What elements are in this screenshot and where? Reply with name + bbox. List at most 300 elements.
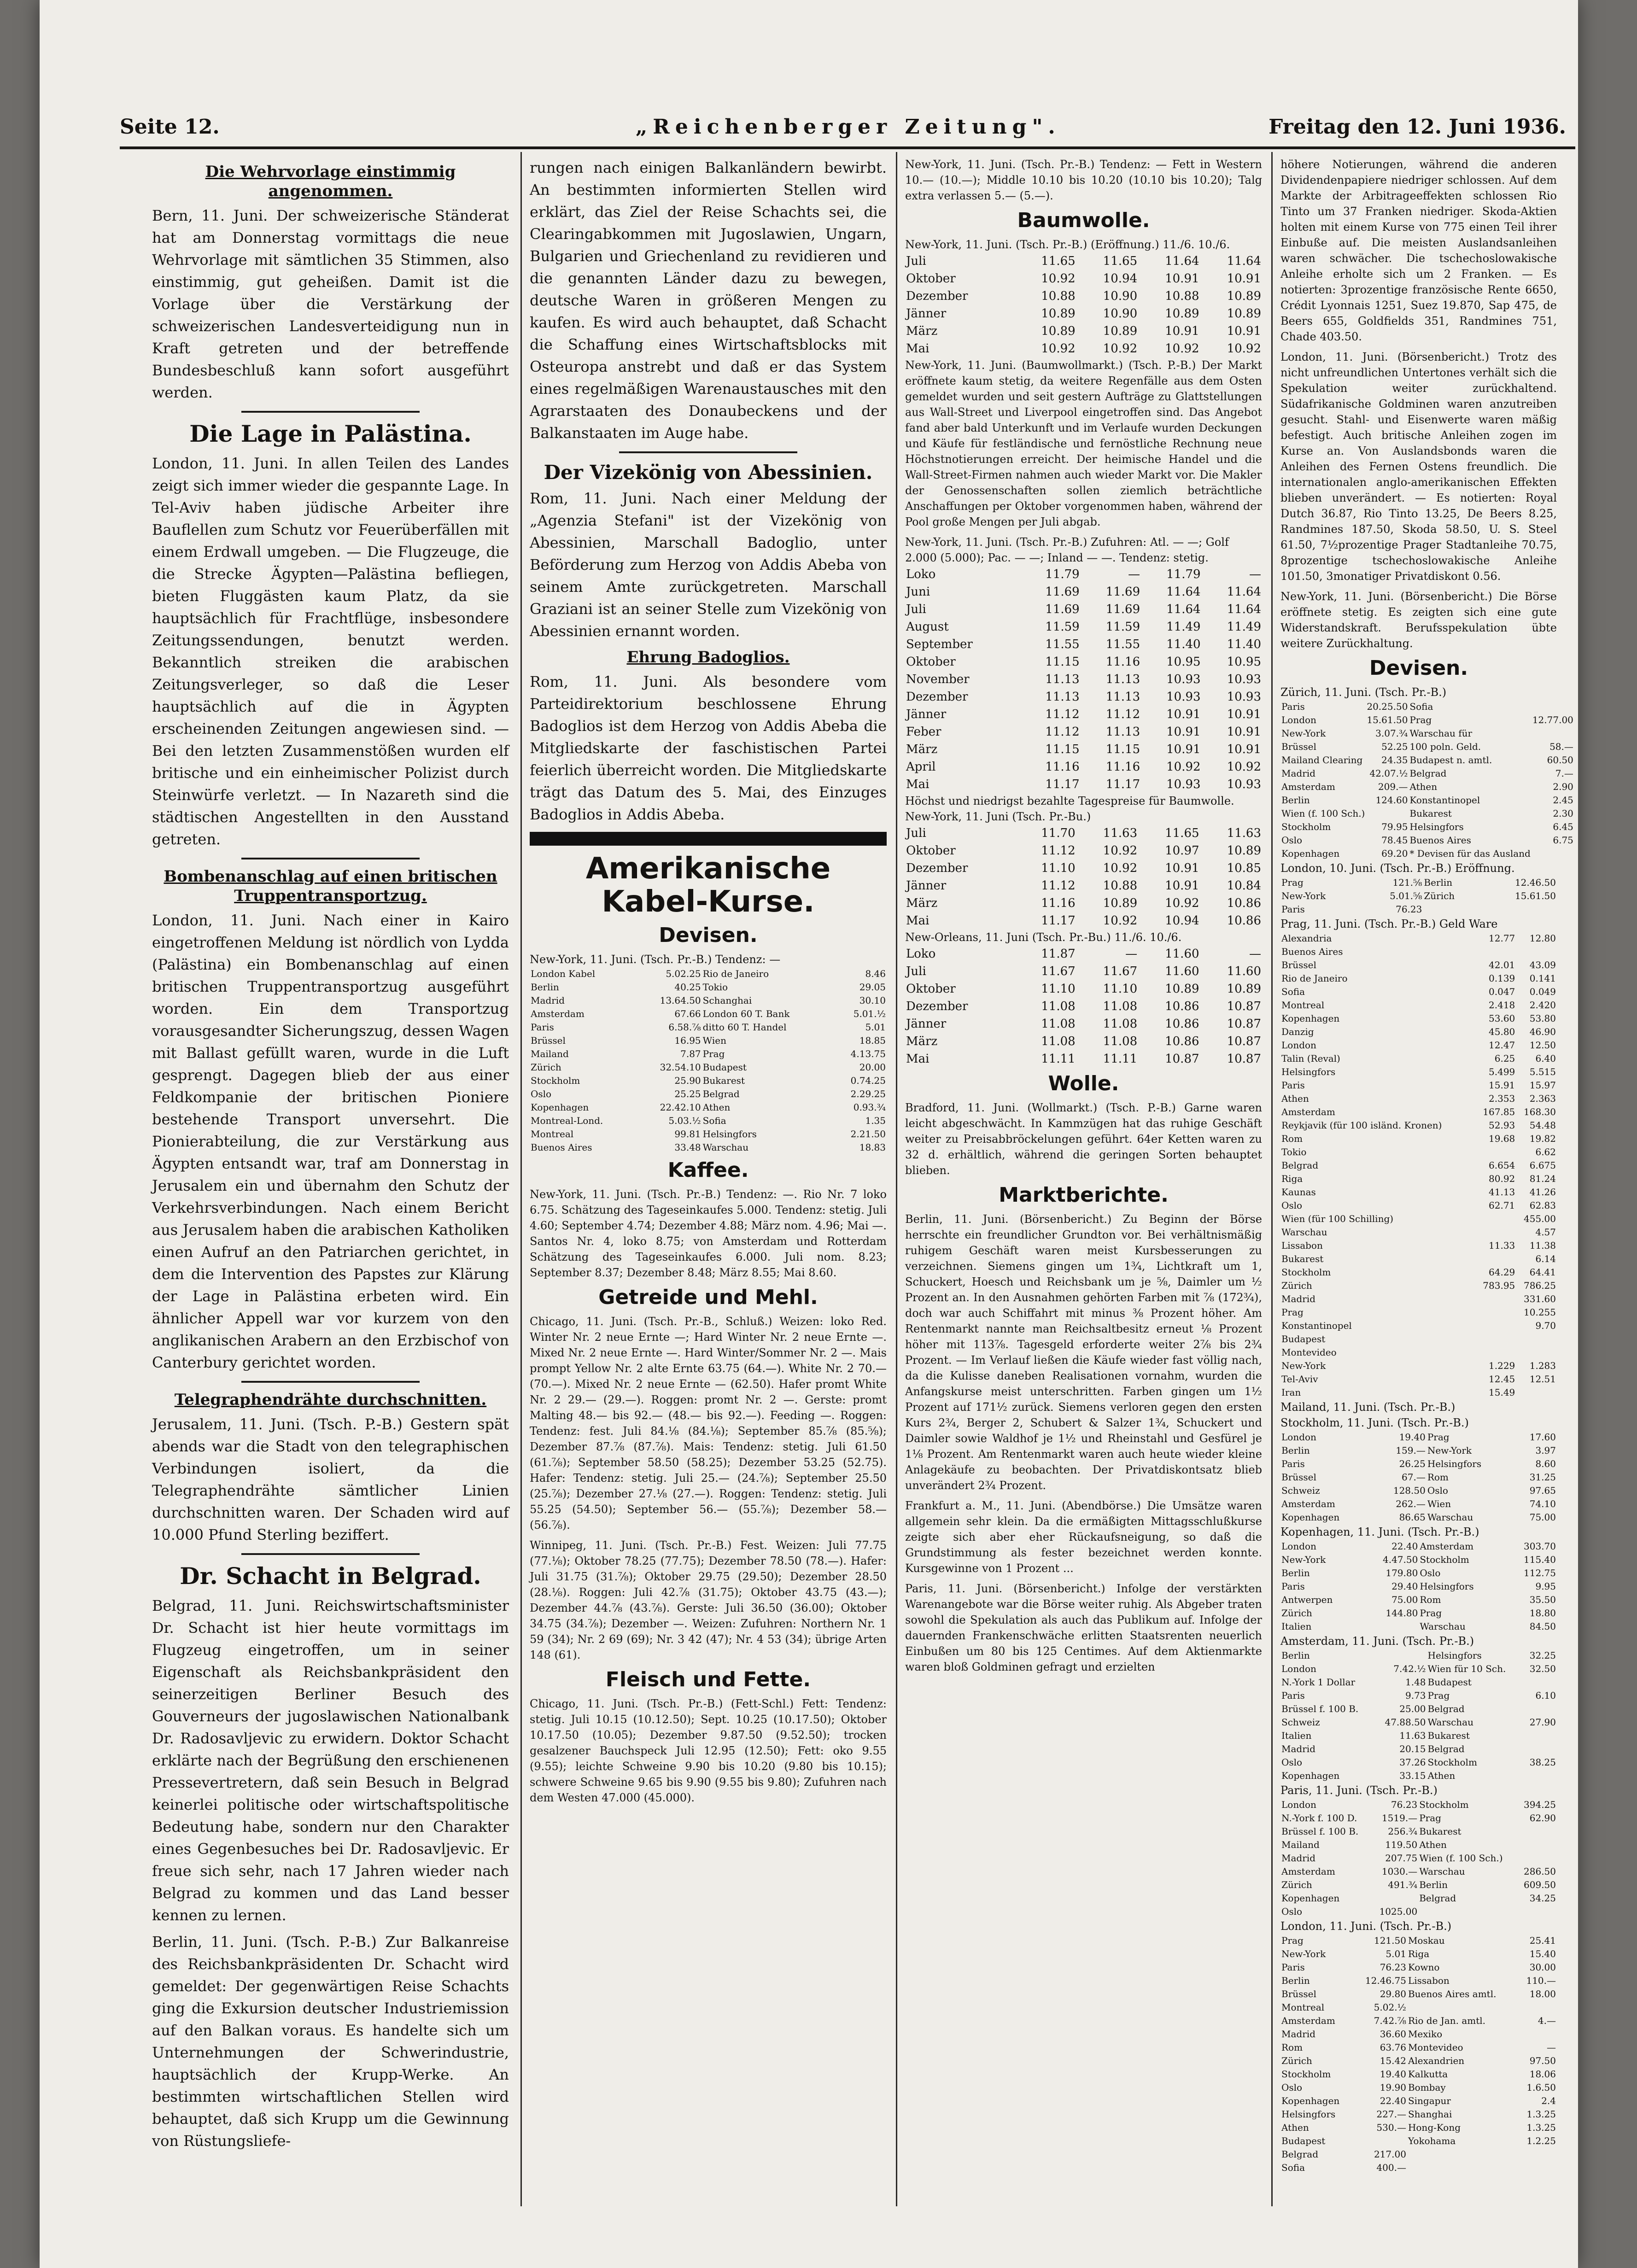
table-row [1280,1052,1557,1065]
table-cell: Zürich [1281,1879,1312,1890]
section-kaffee: Kaffee. [667,1158,749,1182]
table-cell: 10.91 [1165,861,1199,875]
table-cell: 10.94 [1103,272,1138,286]
table-cell [1523,1742,1557,1756]
table-cell: 5.02.25 [666,968,701,979]
table-cell: 10.88 [1041,289,1076,303]
table-row [1280,2001,1557,2014]
table-row [1280,1457,1557,1471]
table-cell: 81.24 [1529,1173,1556,1184]
table-cell: Dezember [906,1000,968,1013]
table-cell: 11.12 [1105,707,1140,721]
table-cell: Warschau [1420,1621,1466,1632]
table-cell: 11.08 [1041,1017,1076,1031]
table-cell: 2.363 [1529,1093,1556,1104]
stockholm-table [1280,1431,1557,1524]
table-cell: Stockholm [531,1075,580,1086]
table-cell: 1.35 [865,1115,886,1126]
table-cell: 19.90 [1380,2082,1406,2093]
table-cell: Paris [1281,1581,1305,1592]
table-cell: 10.87 [1227,1017,1261,1031]
table-cell: 30.00 [1529,1962,1556,1973]
table-cell: 12.51 [1529,1374,1556,1385]
table-cell: 10.89 [1165,307,1199,321]
article-london-boerse: London, 11. Juni. (Börsenbericht.) Trotz des nicht unfreundlichen Untertones verhält sich die Spekulation weiter zurückhaltend. Südafrikanische Goldminen waren anzutreiben gesucht. Stahl- und Eisenwerte waren mäßig befestigt. Auch britische Anleihen zogen im Kurse an. Von Auslandsbonds waren die Anleihen des Fernen Ostens freundlich. Die internationalen anglo-amerikanischen Effekten blieben unverändert. — Es notierten: Royal Dutch 36.87, Rio Tinto 13.25, De Beers 8.25, Randmines 187.50, Skoda 58.50, U. S. Steel 61.50, 7½prozentige Prager Stadtanleihe 70.75, 8prozentige tschechoslowakische Anleihe 101.50, 3monatiger Privatdiskont 0.56. [1280,351,1557,583]
table-cell: Oslo [1281,835,1303,846]
table-cell: 10.91 [1165,879,1199,893]
table-cell: 38.25 [1529,1757,1556,1768]
table-row [1280,1798,1557,1812]
table-cell: Bukarest [1427,1730,1470,1741]
zurich-table [1280,700,1574,860]
table-cell: Paris [531,1022,554,1033]
table-cell [1523,1769,1557,1783]
table-cell: Belgrad [1419,1893,1456,1904]
table-cell: 11.17 [1045,777,1080,791]
table-cell: Wien (f. 100 Sch.) [1281,808,1365,819]
table-cell: 75.00 [1529,1512,1556,1523]
table-cell: 207.75 [1385,1853,1418,1864]
table-cell [1372,1892,1419,1905]
table-cell: Berlin [1419,1879,1448,1890]
table-cell: 262.— [1396,1498,1426,1509]
table-cell: 10.91 [1166,725,1201,739]
table-cell: 6.58.⅞ [668,1022,701,1033]
table-cell: April [906,760,936,774]
divider [619,451,798,453]
table-cell [1362,1620,1419,1633]
table-cell: 167.85 [1483,1106,1515,1117]
table-cell: 11.69 [1105,585,1140,599]
table-cell: 179.80 [1386,1567,1418,1578]
amsterdam-head: Amsterdam, 11. Juni. (Tsch. Pr.-B.) [1280,1635,1474,1648]
table-cell: 10.91 [1165,272,1199,286]
table-cell: 10.92 [1227,760,1261,774]
table-cell: Tokio [702,982,728,993]
column-4 [1280,157,1573,2183]
table-cell: Bukarest [1281,1253,1324,1264]
column-2 [530,157,887,2183]
table-cell: 10.92 [1041,342,1076,356]
table-row [1280,999,1557,1012]
table-row [905,305,1262,322]
table-cell: Belgrad [1281,1160,1319,1171]
table-cell: 18.85 [859,1035,886,1046]
section-baumwolle: Baumwolle. [1017,209,1150,232]
table-cell: 6.45 [1553,821,1573,832]
article-schacht-2: Berlin, 11. Juni. (Tsch. P.-B.) Zur Balkanreise des Reichsbankpräsidenten Dr. Schacht wird gemeldet: Der gegenwärtigen Reise Schachts ging die Exkursion deutscher Industriemission auf den Balkan voraus. Es handelte sich um Unternehmungen der Schwerindustrie, hauptsächlich der Krupp-Werke. An bestimmten wirtschaftlichen Stellen wird behauptet, daß sich Krupp um die Gewinnung von Rüstungsliefe- [152,1933,509,2150]
table-row [1280,2041,1557,2054]
table-cell: 22.40 [1391,1541,1418,1552]
table-cell: 10.91 [1165,324,1199,338]
table-cell: 10.86 [1165,1000,1199,1013]
table-row [1280,1105,1557,1119]
table-cell: 12.77 [1489,933,1515,944]
table-row [1280,1226,1557,1239]
table-cell: Berlin [531,982,559,993]
table-cell: Zürich [531,1062,561,1073]
table-cell: 19.82 [1529,1133,1556,1144]
table-cell: Madrid [1281,2028,1315,2040]
table-cell: Hong-Kong [1408,2122,1461,2133]
table-cell: Kalkutta [1408,2069,1448,2080]
table-cell: 8.46 [865,968,886,979]
table-row [1280,1878,1557,1892]
table-cell: Warschau [1427,1512,1473,1523]
table-cell: 1.48 [1405,1677,1426,1688]
table-cell: Berlin [1281,1567,1310,1578]
table-cell [1523,1729,1557,1742]
table-row [530,1101,887,1114]
table-cell: 34.25 [1529,1893,1556,1904]
table-cell: 97.65 [1529,1485,1556,1496]
table-row [1280,1025,1557,1039]
table-cell: 15.42 [1380,2055,1406,2066]
table-cell: 36.60 [1380,2028,1406,2040]
table-cell: Oktober [906,844,956,858]
table-cell: Italien [1281,1621,1312,1632]
baumwolle-table-3 [905,824,1262,929]
table-cell [1418,1905,1517,1918]
masthead: „Reichenberger Zeitung". [636,115,1061,139]
table-row [1280,1947,1557,1961]
article-fett: New-York, 11. Juni. (Tsch. Pr.-B.) Tendenz: — Fett in Western 10.— (10.—); Middle 10.10 bis 10.20 (10.10 bis 10.20); Talg extra verlassen 5.— (5.—). [905,158,1262,202]
table-cell: Riga [1408,1948,1430,1959]
table-cell: 62.83 [1529,1200,1556,1211]
baumwolle-subhead: New-York, 11. Juni. (Tsch. Pr.-B.) (Eröffnung.) 11./6. 10./6. [905,238,1230,251]
table-cell: Rom [1281,1133,1303,1144]
table-cell: 455.00 [1524,1213,1556,1224]
table-cell: 303.70 [1524,1541,1556,1552]
table-row [1280,1553,1557,1567]
article-schacht-1: Belgrad, 11. Juni. Reichswirtschaftsminister Dr. Schacht ist hier heute vormittags im Flugzeug eingetroffen, um in seiner Eigenschaft als Reichsbankpräsident den seinerzeitigen Berliner Besuch des Gouverneurs der jugoslawischen Nationalbank Dr. Radosavljevic zu erwidern. Doktor Schacht erklärte nach der Begrüßung den erschienenen Pressevertretern, daß sein Besuch in Belgrad keinerlei politische oder wirtschaftspolitische Bedeutung habe, sondern nur den Charakter eines Gegenbesuches bei Dr. Radosavljevic. Er freue sich sehr, nach 17 Jahren wieder nach Belgrad zu kommen und das Land besser kennen zu lernen. [152,1597,509,1924]
table-row [905,706,1262,723]
table-row [530,1087,887,1101]
table-row [1280,1580,1557,1593]
table-cell [1532,700,1574,713]
table-cell: Riga [1281,1173,1303,1184]
table-cell: Alexandria [1281,933,1332,944]
section-bar [530,832,887,846]
table-cell: Mailand Clearing [1281,754,1363,766]
table-cell: Mai [906,342,930,356]
table-cell: 10.86 [1227,896,1261,910]
table-cell: 76.23 [1396,904,1422,915]
article-newyork-boerse: New-York, 11. Juni. (Börsenbericht.) Die Börse eröffnete stetig. Es zeigten sich eine gute Widerstandskraft. Berufsspekulation übte weitere Zurückhaltung. [1280,590,1557,650]
section-wolle: Wolle. [1048,1072,1119,1095]
table-cell: — [1125,947,1138,961]
table-cell: 10.90 [1103,307,1138,321]
table-cell: Konstantinopel [1281,1320,1352,1331]
table-cell [1366,807,1409,820]
table-cell: 97.50 [1529,2055,1556,2066]
table-cell: 10.91 [1227,707,1261,721]
table-cell: 25.25 [674,1088,701,1099]
table-cell: 80.92 [1489,1173,1515,1184]
table-cell: Helsingfors [1281,1066,1336,1077]
table-cell: Berlin [1281,1445,1310,1456]
table-row [1280,1333,1557,1346]
table-cell: * Devisen für das Ausland [1409,848,1531,859]
table-cell: Italien [1281,1730,1312,1741]
table-cell [1481,903,1557,916]
headline-vizekoenig: Der Vizekönig von Abessinien. [544,461,873,484]
table-cell: 10.97 [1165,844,1199,858]
table-cell: Mai [906,914,930,928]
table-row [905,618,1262,636]
table-row [1280,959,1557,972]
table-cell: 10.87 [1227,1035,1261,1048]
table-row [1280,1689,1557,1702]
table-cell: Schweiz [1281,1485,1320,1496]
table-cell: Buenos Aires [531,1142,592,1153]
table-cell: Prag [1281,1935,1304,1946]
table-cell: März [906,742,938,756]
table-cell: 9.95 [1535,1581,1556,1592]
article-ehrung: Rom, 11. Juni. Als besondere vom Parteidirektorium beschlossene Ehrung Badoglios ist dem Herzog von Addis Abeba die Mitgliedskarte der faschistischen Partei feierlich überreicht worden. Die Mitgliedskarte trägt das Datum des 5. Mai, des Einzuges Badoglios in Addis Abeba. [530,673,887,823]
table-cell: 0.93.¾ [853,1102,886,1113]
table-cell: Kopenhagen [1281,1013,1340,1024]
table-cell: 11.16 [1105,655,1140,669]
divider [241,1553,420,1555]
table-cell: 11.15 [1045,742,1080,756]
table-row [905,758,1262,776]
table-cell: Brüssel f. 100 B. [1281,1703,1359,1714]
table-cell: 1.2.25 [1526,2135,1556,2146]
article-berlin-boerse: Berlin, 11. Juni. (Börsenbericht.) Zu Beginn der Börse herrschte ein freundlicher Grundton vor. Bei verhältnismäßig ruhigem Geschäft waren meist Kursbesserungen zu verzeichnen. Siemens gingen um 1¾, Lichtkraft um 1, Schuckert, Hoesch und Reichsbank um je ⅝, Daimler um ½ Prozent an. In den Ausnahmen gehörten Farben mit ⅞ (172¾), doch war auch Schiffahrt mit minus ⅜ Prozent höher. Am Rentenmarkt nannte man Reichsaltbesitz erneut ⅛ Prozent höher mit 113⅞. Tagesgeld erforderte weiter 2⅞ bis 2¾ Prozent. — Im Verlauf ließen die Käufe wieder fast völlig nach, da die Kulisse daneben Realisationen vornahm, wurden die Anfangskurse meist unterschritten. Farben gingen um 1½ Prozent auf 171½ zurück. Siemens verloren gegen den ersten Kurs 2¾, Berger 2, Schubert & Salzer 1¾, Schuckert und Daimler sowie Waldhof je 1½ und Rheinstahl und Gesfürel je 1⅛ Prozent. Am Rentenmarkt waren auch heute wieder kleine Anlagekäufe zu beobachten. Der Privatdiskontsatz blieb unverändert 2¾ Prozent. [905,1213,1262,1492]
table-cell: 11.08 [1103,1017,1138,1031]
table-cell: 2.418 [1489,1000,1515,1011]
table-cell: 60.50 [1547,754,1573,766]
table-cell: 52.93 [1489,1120,1515,1131]
table-cell: 10.91 [1227,324,1261,338]
table-row [905,671,1262,688]
table-row [1280,1961,1557,1974]
table-cell: Mai [906,1052,930,1066]
table-row [1280,767,1574,780]
table-cell: 11.64 [1166,602,1201,616]
table-cell: 256.¾ [1388,1826,1418,1837]
table-cell: Budapest [1281,1333,1326,1344]
table-row [1280,1159,1557,1172]
table-row [1280,1373,1557,1386]
table-row [1280,780,1574,794]
table-cell [1475,1146,1516,1159]
table-row [530,1047,887,1061]
table-cell: September [906,637,973,651]
table-cell: Shanghai [1408,2109,1452,2120]
table-row [1280,700,1574,713]
table-cell: 10.92 [1166,760,1201,774]
table-cell: 11.12 [1045,707,1080,721]
table-cell: 7.42.⅞ [1374,2015,1406,2026]
table-cell: 37.26 [1399,1757,1426,1768]
table-cell: Rio de Janeiro [1281,973,1348,984]
header-rule [120,146,1575,149]
table-cell: 10.86 [1227,914,1261,928]
table-row [905,741,1262,758]
table-cell: 1.283 [1529,1360,1556,1371]
table-cell: Warschau für [1409,728,1473,739]
table-cell: Stockholm [1427,1757,1477,1768]
table-cell: 1.3.25 [1526,2109,1556,2120]
table-row [1280,1974,1557,1987]
table-cell: 25.90 [674,1075,701,1086]
table-cell: 64.41 [1529,1267,1556,1278]
table-cell: 11.10 [1041,982,1076,996]
table-cell: März [906,896,938,910]
page-header [120,115,1575,147]
table-cell: Sofia [1281,2162,1305,2173]
table-cell: Feber [906,725,941,739]
table-cell: London [1281,714,1316,725]
table-row [905,824,1262,842]
kopenhagen-table [1280,1540,1557,1633]
article-schacht-continued: rungen nach einigen Balkanländern bewirbt. An bestimmten informierten Stellen wird erklärt, das Ziel der Reise Schachts sei, die Clearingabkommen mit Jugoslawien, Ungarn, Bulgarien und Griechenland zu revidieren und die genannten Länder dazu zu bewegen, deutsche Waren in größeren Mengen zu kaufen. Es wird auch behauptet, daß Schacht die Schaffung eines Wirtschaftsblocks mit Osteuropa anstrebt und daß er das System eines regelmäßigen Warenaustausches mit den Agrarstaaten des Donaubeckens und der Balkanstaaten im Auge habe. [530,159,887,442]
table-cell: 100 poln. Geld. [1409,741,1481,752]
table-cell: Rom [1420,1594,1441,1605]
table-cell: Budapest [1281,2135,1326,2146]
table-cell: Juli [906,964,926,978]
table-cell: London [1281,1040,1316,1051]
column-divider [1271,152,1273,2206]
table-cell: 6.75 [1553,835,1573,846]
table-cell: 10.89 [1227,844,1261,858]
table-cell: 12.47 [1489,1040,1515,1051]
table-cell: 4.13.75 [850,1048,886,1059]
table-cell [1516,1333,1557,1346]
table-cell: 10.89 [1041,324,1076,338]
table-cell: 1030.— [1381,1866,1418,1877]
table-cell: Jänner [906,879,947,893]
table-cell: Sofia [702,1115,726,1126]
table-cell: 5.02.½ [1374,2002,1406,2013]
table-cell: 10.93 [1227,690,1261,704]
table-cell: Zürich [1281,1280,1312,1291]
table-cell: Zürich [1424,890,1455,901]
table-cell: 2.4 [1541,2095,1556,2106]
table-cell: Madrid [531,995,565,1006]
table-cell: 10.93 [1227,777,1261,791]
table-row [905,636,1262,653]
table-cell: 11.65 [1165,826,1199,840]
table-row [1280,1620,1557,1633]
table-cell: 10.92 [1227,342,1261,356]
table-cell: 41.13 [1489,1187,1515,1198]
section-devisen-2: Devisen. [1369,656,1468,680]
table-cell: 12.80 [1529,933,1556,944]
table-cell: 10.93 [1166,672,1201,686]
table-cell: 1025.00 [1379,1906,1418,1917]
divider [241,1381,420,1383]
table-cell: 5.03.½ [668,1115,701,1126]
headline-telegraph: Telegraphendrähte durchschnitten. [174,1391,487,1409]
table-cell [1518,2028,1557,2041]
table-cell: Mexiko [1408,2028,1443,2040]
table-cell: 10.89 [1103,896,1138,910]
table-row [1280,1471,1557,1484]
table-cell: Belgrad [1409,768,1447,779]
paris-head: Paris, 11. Juni. (Tsch. Pr.-B.) [1280,1784,1438,1797]
table-cell: 11.16 [1105,760,1140,774]
table-cell: Kopenhagen [1281,2095,1340,2106]
table-cell [1475,1252,1516,1266]
table-cell: Oslo [1420,1567,1441,1578]
table-cell: 46.90 [1529,1026,1556,1037]
table-cell: 10.89 [1103,324,1138,338]
divider [241,411,420,413]
table-cell: März [906,324,938,338]
table-cell: 7.42.½ [1393,1663,1426,1674]
table-cell: Berlin [1281,1650,1310,1661]
table-cell: Tel-Aviv [1281,1374,1318,1385]
article-paris-boerse: Paris, 11. Juni. (Börsenbericht.) Infolge der verstärkten Warenangebote war die Börse weiter ruhig. Als Abgeber traten sowohl die Spekulation als auch das Publikum auf. Infolge der dauernden Frankenschwäche erlitten Staatsrenten neuerlich Einbußen um 80 bis 125 Centimes. Auf dem Aktienmarkte waren bloß Goldminen gefragt und erzielten [905,1582,1262,1673]
table-row [1280,1838,1557,1852]
table-row [1280,932,1557,945]
table-cell [1375,1649,1427,1662]
table-cell: 112.75 [1524,1567,1556,1578]
article-fleisch: Chicago, 11. Juni. (Tsch. Pr.-B.) (Fett-Schl.) Fett: Tendenz: stetig. Juli 10.15 (10.12.50); Sept. 10.25 (10.17.50); Oktober 10.17.50 (10.05); Dezember 9.87.50 (9.52.50); trocken gesalzener Bauchspeck Juli 12.95 (12.50); Fett: oko 9.55 (9.55); leichte Schweine 9.90 bis 10.20 (9.80 bis 10.15); schwere Schweine 9.65 bis 9.90 (9.55 bis 9.80); Zufuhren nach dem Westen 47.000 (45.000). [530,1697,887,1804]
table-cell: New-York [1281,1360,1326,1371]
table-cell: 10.91 [1166,707,1201,721]
table-cell: 2.21.50 [850,1128,886,1140]
table-cell: Amsterdam [1281,781,1335,792]
table-row [1280,834,1574,847]
table-cell: — [1128,567,1140,581]
prag-head: Prag, 11. Juni. (Tsch. Pr.-B.) Geld Ware [1280,918,1498,930]
table-cell: März [906,1035,938,1048]
table-cell: Amsterdam [531,1008,585,1019]
table-cell: 5.01.⅝ [1390,890,1422,901]
table-cell: 11.65 [1041,254,1076,268]
table-row [905,894,1262,912]
table-cell: 33.15 [1399,1770,1426,1781]
table-row [905,1033,1262,1050]
table-cell: London [1281,1663,1316,1674]
table-cell: 67.66 [674,1008,701,1019]
table-row [1280,1266,1557,1279]
baumwolle-table-2 [905,566,1262,793]
article-getreide: Chicago, 11. Juni. (Tsch. Pr.-B., Schluß.) Weizen: loko Red. Winter Nr. 2 neue Ernte —; Hard Winter Nr. 2 neue Ernte —. Mixed Nr. 2 neue Ernte —. Hard Winter/Sommer Nr. 2 —. Mais prompt Yellow Nr. 2 alte Ernte 63.75 (64.—). White Nr. 2 70.— (70.—). Mixed Nr. 2 neue Ernte — (62.50). Hafer promt White Nr. 2 29.— (29.—). Roggen: promt Nr. 2 —. Gerste: promt Malting 48.— bis 92.— (48.— bis 92.—). Feeding —. Roggen: Tendenz: fest. Juli 84.⅛ (84.⅛); September 85.⅞ (85.⅝); Dezember 87.⅞ (87.⅞). Mais: Tendenz: stetig. Juli 61.50 (61.⅞); September 58.50 (58.25); Dezember 53.25 (52.75). Hafer: Tendenz: stetig. Juli 25.— (24.⅞); September 25.50 (25.⅞); Dezember 27.⅛ (27.—). Roggen: Tendenz: stetig. Juli 55.25 (54.50); September 56.— (55.⅞); Dezember 58.— (56.⅞). [530,1315,887,1531]
table-cell [1517,1825,1557,1838]
table-cell: Belgrad [1427,1703,1465,1714]
table-cell: Wien (für 100 Schilling) [1281,1213,1394,1224]
table-cell: 11.10 [1041,861,1076,875]
table-cell: 11.60 [1165,947,1199,961]
table-cell: 10.86 [1165,1035,1199,1048]
table-cell: 11.87 [1041,947,1076,961]
table-cell: 10.88 [1165,289,1199,303]
table-cell: Paris [1281,701,1305,712]
table-cell: Jänner [906,307,947,321]
table-cell: Antwerpen [1281,1594,1333,1605]
table-cell: 0.141 [1529,973,1556,984]
table-cell: 11.70 [1041,826,1076,840]
table-cell: 0.74.25 [850,1075,886,1086]
table-cell: 40.25 [674,982,701,993]
table-cell: 4.47.50 [1383,1554,1418,1565]
table-cell: 53.80 [1529,1013,1556,1024]
table-cell: 5.499 [1489,1066,1515,1077]
table-cell: 11.13 [1045,690,1080,704]
table-cell: 15.61.50 [1514,890,1556,901]
table-row [1280,2014,1557,2028]
table-cell: 10.85 [1227,861,1261,875]
table-row [1280,754,1574,767]
table-cell [1532,847,1574,860]
table-cell: 6.654 [1489,1160,1515,1171]
table-cell: Loko [906,947,936,961]
